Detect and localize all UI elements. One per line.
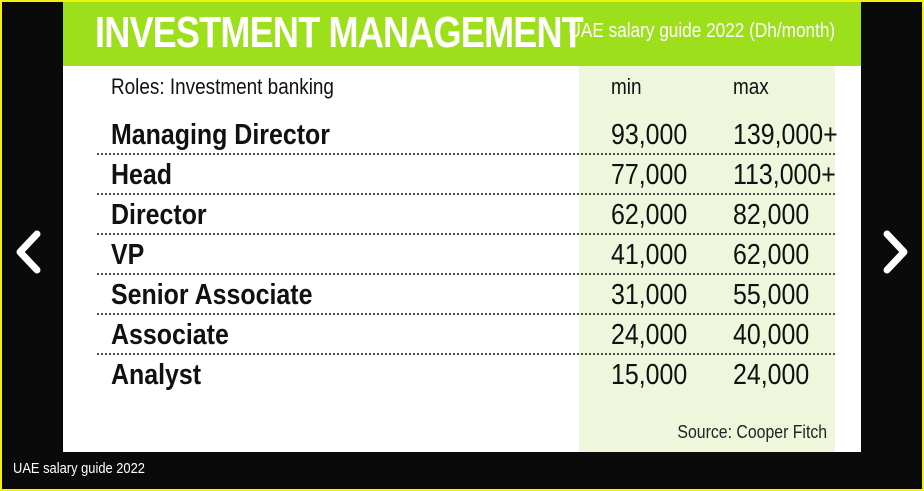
card-title: INVESTMENT MANAGEMENT [95, 8, 583, 57]
role-cell: Managing Director [111, 119, 330, 151]
image-caption: UAE salary guide 2022 [13, 460, 145, 477]
max-cell: 113,000+ [733, 159, 836, 191]
min-cell: 77,000 [611, 159, 688, 191]
min-cell: 15,000 [611, 359, 688, 391]
role-column-header: Roles: Investment banking [111, 74, 334, 99]
max-cell: 40,000 [733, 319, 810, 351]
max-cell: 24,000 [733, 359, 810, 391]
min-cell: 41,000 [611, 239, 688, 271]
min-cell: 31,000 [611, 279, 688, 311]
role-cell: Director [111, 199, 207, 231]
min-cell: 24,000 [611, 319, 688, 351]
role-cell: VP [111, 239, 145, 271]
card-subtitle: UAE salary guide 2022 (Dh/month) [568, 20, 835, 42]
min-column-header: min [611, 74, 642, 99]
max-cell: 62,000 [733, 239, 810, 271]
role-cell: Associate [111, 319, 229, 351]
source-note: Source: Cooper Fitch [677, 422, 827, 442]
max-column-header: max [733, 74, 769, 99]
role-cell: Senior Associate [111, 279, 313, 311]
min-cell: 62,000 [611, 199, 688, 231]
max-cell: 82,000 [733, 199, 810, 231]
min-cell: 93,000 [611, 119, 688, 151]
max-cell: 139,000+ [733, 119, 838, 151]
role-cell: Analyst [111, 359, 202, 391]
role-cell: Head [111, 159, 172, 191]
max-cell: 55,000 [733, 279, 810, 311]
